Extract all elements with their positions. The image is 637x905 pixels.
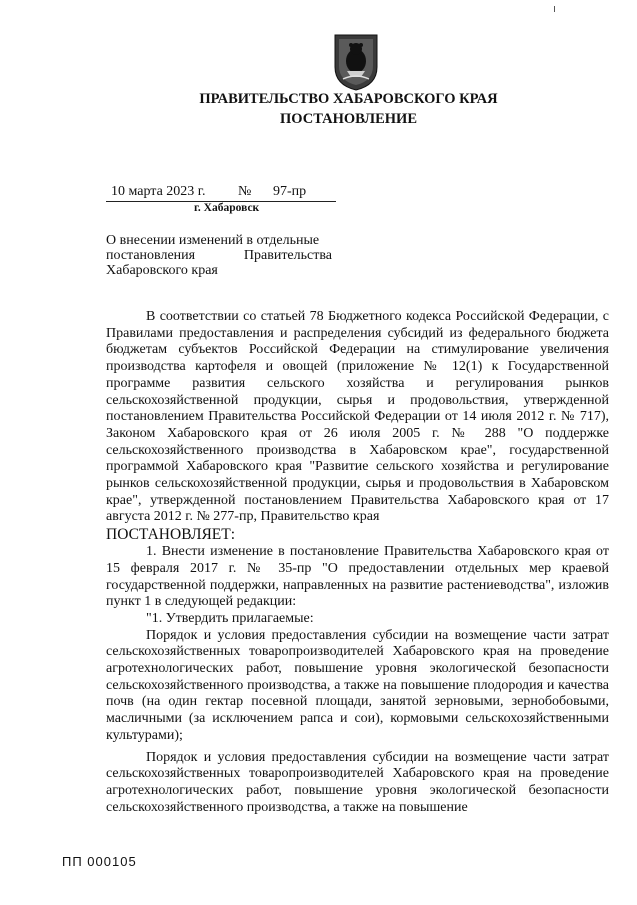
intro-paragraph: В соответствии со статьей 78 Бюджетного кодекса Российской Федерации, с Правилами предоставления и распределения субсидий из федерального бюджета бюджетам субъектов Российской Федерации на стимулирование увеличения производства картофеля и овощей (приложение № 12(1) к Государственной программе развития сельского хозяйства и регулирования рынков сельскохозяйственной продукции, сырья и продовольствия, утвержденной постановлением Правительства Российской Федерации от 14 июля 2012 г. № 717), Законом Хабаровского края от 26 июля 2005 г. № 288 "О поддержке сельскохозяйственного производства в Хабаровском крае", государственной программой Хабаровского края "Развитие сельского хозяйства и регулирование рынков сельскохозяйственной продукции, сырья и продовольствия в Хабаровском крае", утвержденной постановлением Правительства Хабаровского края от 17 августа 2012 г. № 277-пр, Правительство края [106, 309, 609, 525]
org-title: ПРАВИТЕЛЬСТВО ХАБАРОВСКОГО КРАЯ [199, 91, 498, 107]
subject-line-2b: Правительства [243, 248, 332, 263]
subject-line-1: О внесении изменений в отдельные [106, 233, 320, 248]
number-sign: № [238, 184, 252, 199]
paragraph-3: Порядок и условия предоставления субсидии на возмещение части затрат сельскохозяйственных товаропроизводителей Хабаровского края на проведение агротехнологических работ, повышение уровня экологической безопасности сельскохозяйственного производства, а также на повышение плодородия и качества почв (на один гектар посевной площади, занятой зерновыми, зернобобовыми, масличными (за исключением рапса и сои), кормовыми сельскохозяйственными культурами); [106, 627, 609, 743]
subject-line-3: Хабаровского края [106, 263, 218, 278]
doc-body [106, 309, 609, 816]
decree-word: ПОСТАНОВЛЯЕТ: [106, 526, 236, 544]
doc-number: 97-пр [273, 184, 307, 199]
paragraph-4: Порядок и условия предоставления субсидии на возмещение части затрат сельскохозяйственных товаропроизводителей Хабаровского края на проведение агротехнологических работ, повышение уровня экологической безопасности сельскохозяйственного производства, а также на повышение [106, 749, 609, 815]
coat-of-arms-icon [333, 33, 379, 91]
doc-date: 10 марта 2023 г. [111, 184, 206, 199]
doc-city: г. Хабаровск [194, 202, 260, 214]
paragraph-2: "1. Утвердить прилагаемые: [146, 610, 314, 626]
subject-line-2a: постановления [106, 248, 196, 263]
paragraph-1: 1. Внести изменение в постановление Правительства Хабаровского края от 15 февраля 2017 г. № 35-пр "О предоставлении отдельных мер краевой государственной поддержки, направленных на развитие растениеводства", изложив пункт 1 в следующей редакции: [106, 544, 609, 610]
doc-type-title: ПОСТАНОВЛЕНИЕ [279, 111, 417, 127]
doc-subject [106, 233, 332, 278]
footer-code: ПП 000105 [62, 854, 137, 869]
scan-mark [554, 6, 555, 12]
subject-line-2 [106, 248, 332, 263]
date-number-row [106, 184, 336, 202]
